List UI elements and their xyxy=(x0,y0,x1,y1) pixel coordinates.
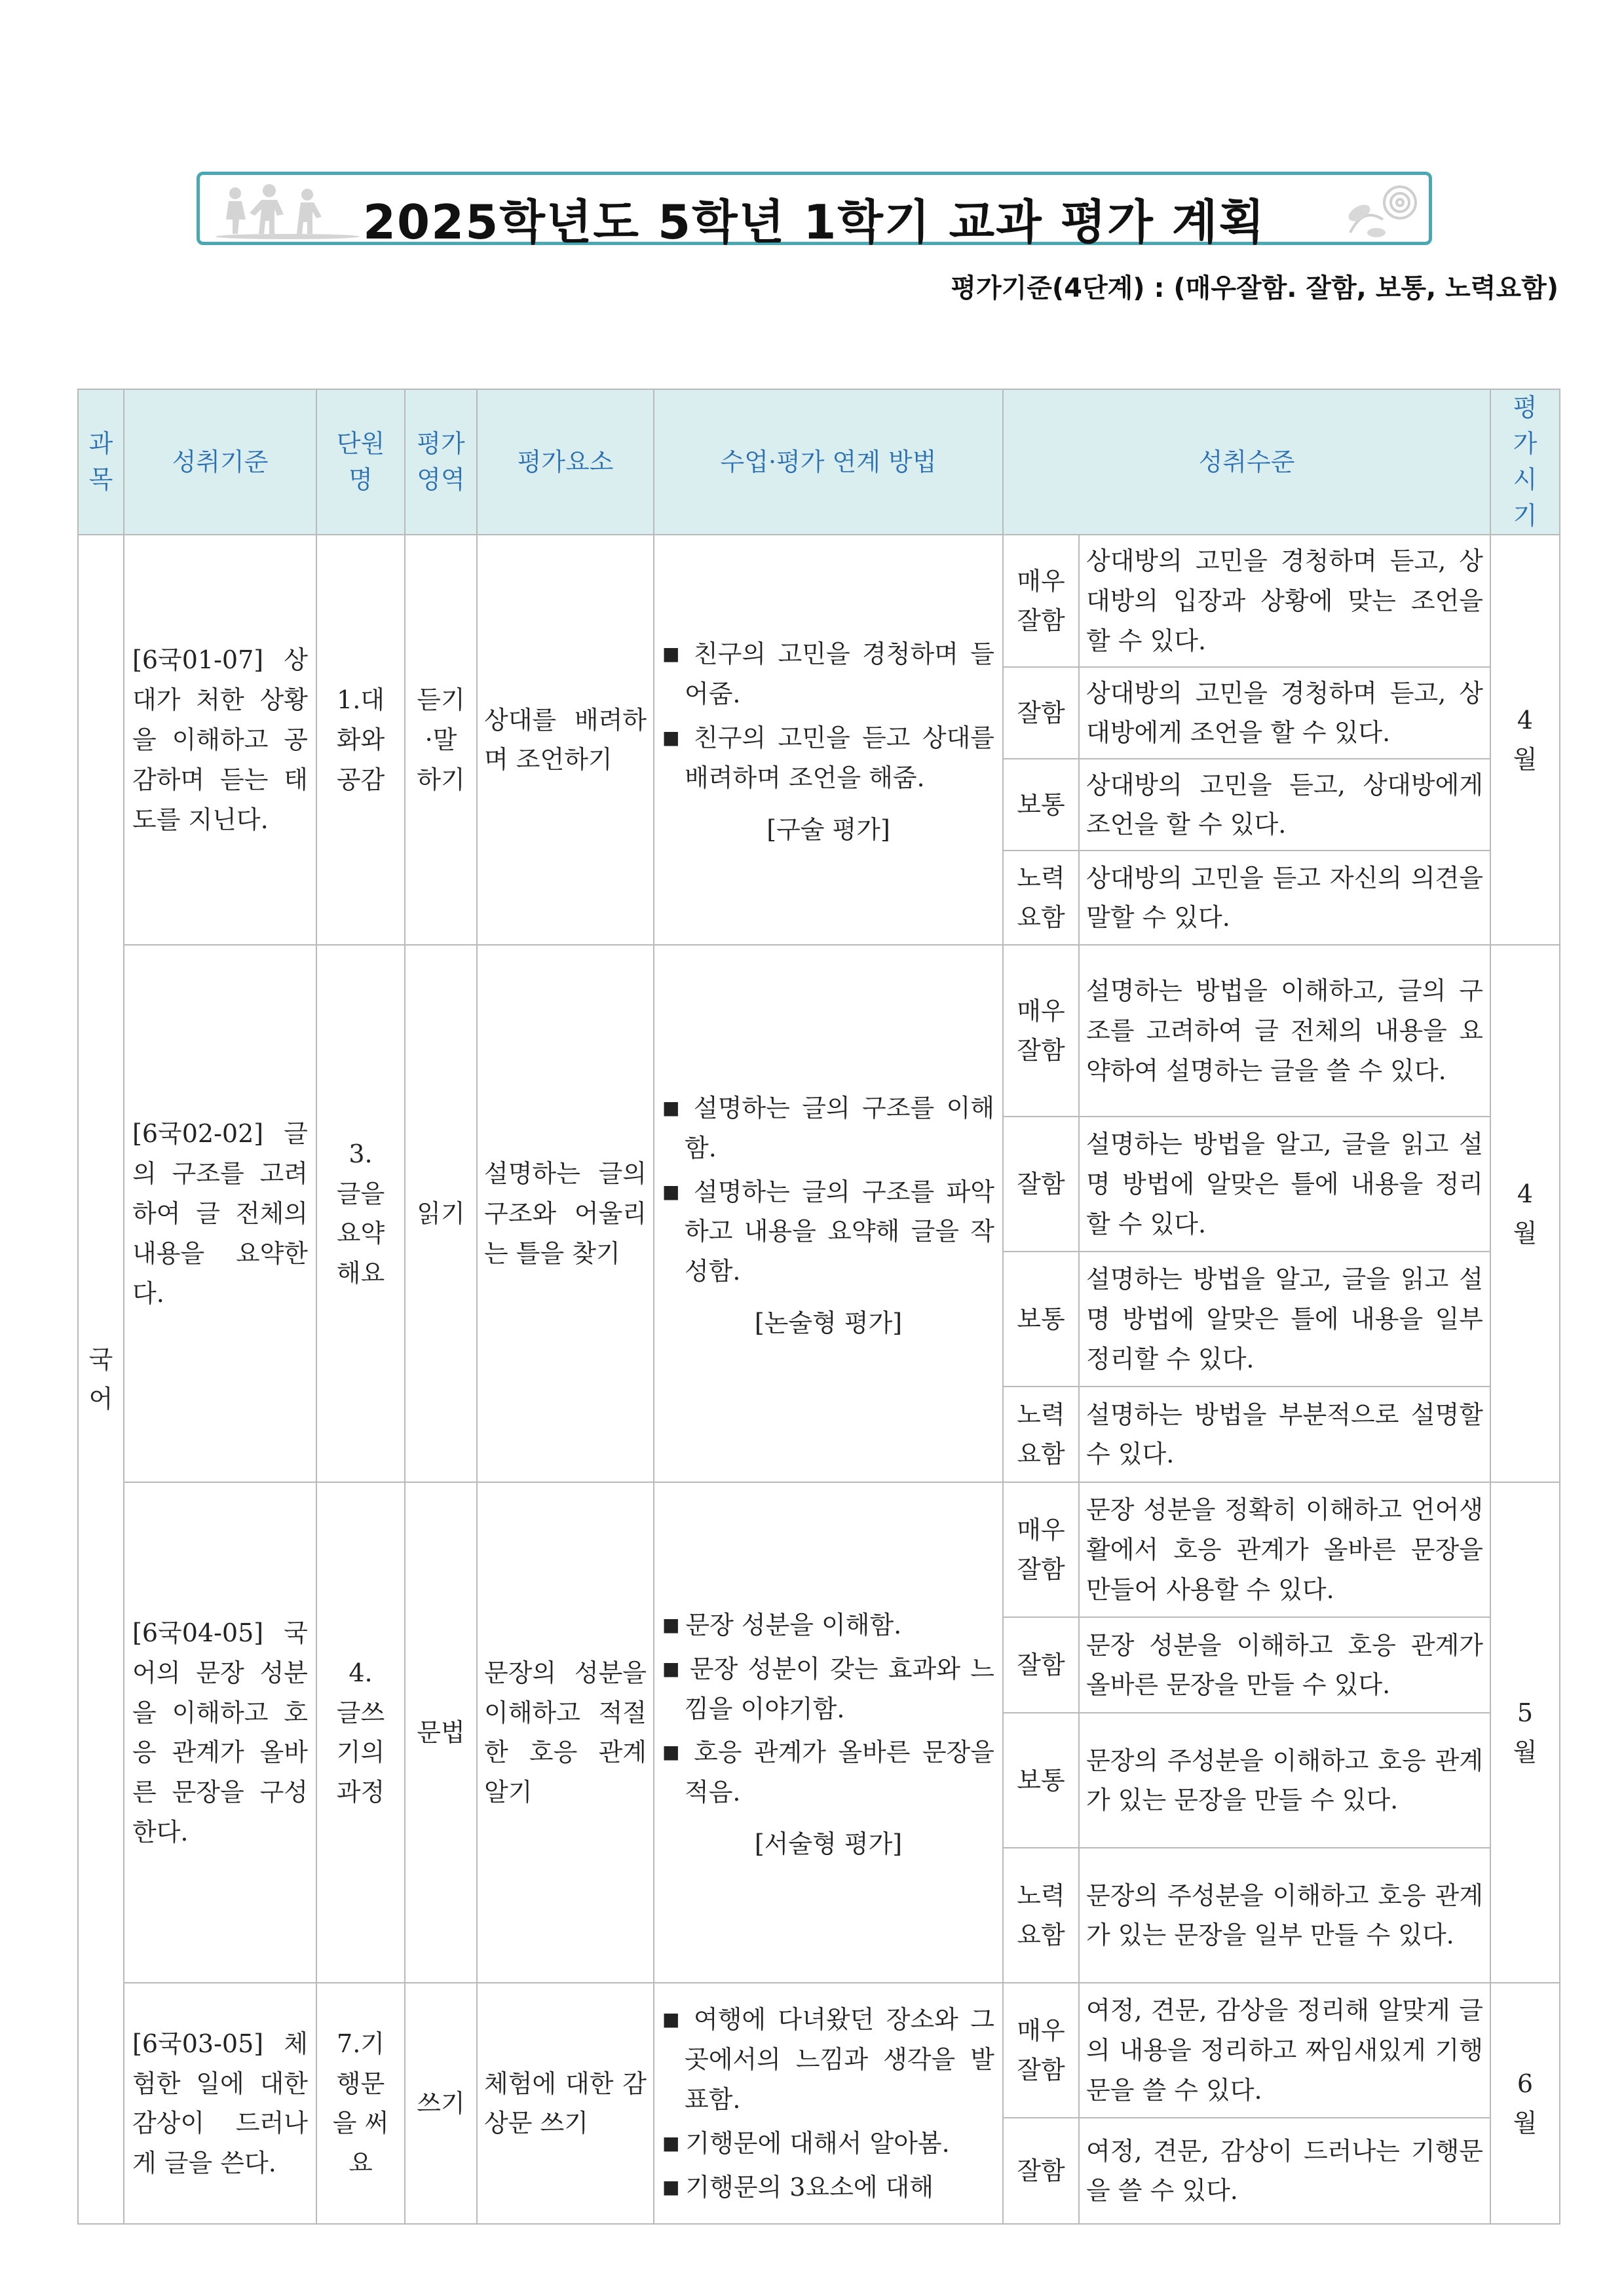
method-cell xyxy=(654,945,1003,1482)
method-item: ■ 설명하는 글의 구조를 이해함. xyxy=(662,1088,994,1168)
method-cell xyxy=(654,1983,1003,2224)
time-cell xyxy=(1490,1983,1560,2224)
level-desc: 문장의 주성분을 이해하고 호응 관계가 있는 문장을 일부 만들 수 있다. xyxy=(1079,1848,1490,1983)
level-name: 보통 xyxy=(1003,1252,1079,1387)
page-title: 2025학년도 5학년 1학기 교과 평가 계획 xyxy=(362,195,1266,250)
method-item: ■ 문장 성분을 이해함. xyxy=(662,1605,994,1645)
method-cell xyxy=(654,1482,1003,1983)
header-level: 성취수준 xyxy=(1003,389,1490,535)
level-desc: 설명하는 방법을 이해하고, 글의 구조를 고려하여 글 전체의 내용을 요약하여 설명하는 글을 쓸 수 있다. xyxy=(1079,945,1490,1117)
table-row xyxy=(78,945,1560,1117)
time-cell xyxy=(1490,535,1560,945)
standard-cell: [6국01-07] 상대가 처한 상황을 이해하고 공감하며 듣는 태도를 지닌다. xyxy=(124,535,316,945)
unit-cell: 1.대화와 공감 xyxy=(316,535,405,945)
level-desc: 설명하는 방법을 부분적으로 설명할 수 있다. xyxy=(1079,1387,1490,1482)
level-name: 노력요함 xyxy=(1003,851,1079,945)
level-desc: 상대방의 고민을 경청하며 듣고, 상대방의 입장과 상황에 맞는 조언을 할 수 있다. xyxy=(1079,535,1490,667)
time-label: 4월 xyxy=(1513,705,1538,775)
area-cell: 읽기 xyxy=(405,945,477,1482)
method-item: ■ 설명하는 글의 구조를 파악하고 내용을 요약해 글을 작성함. xyxy=(662,1172,994,1292)
time-label: 4월 xyxy=(1513,1179,1538,1248)
header-standard: 성취기준 xyxy=(124,389,316,535)
area-cell: 듣기·말하기 xyxy=(405,535,477,945)
unit-cell: 7.기행문을 써요 xyxy=(316,1983,405,2224)
level-name: 매우잘함 xyxy=(1003,1482,1079,1617)
header-method: 수업·평가 연계 방법 xyxy=(654,389,1003,535)
level-name: 보통 xyxy=(1003,759,1079,851)
level-desc: 문장의 주성분을 이해하고 호응 관계가 있는 문장을 만들 수 있다. xyxy=(1079,1713,1490,1848)
level-desc: 설명하는 방법을 알고, 글을 읽고 설명 방법에 알맞은 틀에 내용을 정리할 수 있다. xyxy=(1079,1117,1490,1252)
header-subject: 과목 xyxy=(78,389,124,535)
table-row xyxy=(78,535,1560,667)
level-name: 노력요함 xyxy=(1003,1848,1079,1983)
standard-cell: [6국03-05] 체험한 일에 대한 감상이 드러나게 글을 쓴다. xyxy=(124,1983,316,2224)
area-cell: 쓰기 xyxy=(405,1983,477,2224)
time-cell xyxy=(1490,945,1560,1482)
level-name: 잘함 xyxy=(1003,2118,1079,2224)
element-cell: 상대를 배려하며 조언하기 xyxy=(477,535,654,945)
level-name: 매우잘함 xyxy=(1003,535,1079,667)
method-cell xyxy=(654,535,1003,945)
level-desc: 상대방의 고민을 듣고, 상대방에게 조언을 할 수 있다. xyxy=(1079,759,1490,851)
level-name: 잘함 xyxy=(1003,1117,1079,1252)
standard-cell: [6국02-02] 글의 구조를 고려하여 글 전체의 내용을 요약한다. xyxy=(124,945,316,1482)
element-cell: 문장의 성분을 이해하고 적절한 호응 관계 알기 xyxy=(477,1482,654,1983)
method-item: ■ 친구의 고민을 경청하며 들어줌. xyxy=(662,634,994,714)
method-item: ■ 호응 관계가 올바른 문장을 적음. xyxy=(662,1732,994,1812)
title-banner xyxy=(197,172,1432,250)
element-cell: 설명하는 글의 구조와 어울리는 틀을 찾기 xyxy=(477,945,654,1482)
level-desc: 여정, 견문, 감상을 정리해 알맞게 글의 내용을 정리하고 짜임새있게 기행문을 쓸 수 있다. xyxy=(1079,1983,1490,2118)
method-item: ■ 기행문에 대해서 알아봄. xyxy=(662,2124,994,2164)
evaluation-plan-table xyxy=(77,389,1560,2225)
assessment-type: [구술 평가] xyxy=(766,814,890,844)
unit-cell: 4. 글쓰기의 과정 xyxy=(316,1482,405,1983)
header-element: 평가요소 xyxy=(477,389,654,535)
level-desc: 상대방의 고민을 경청하며 듣고, 상대방에게 조언을 할 수 있다. xyxy=(1079,667,1490,759)
method-item: ■ 여행에 다녀왔던 장소와 그곳에서의 느낌과 생각을 발표함. xyxy=(662,2000,994,2119)
level-name: 잘함 xyxy=(1003,667,1079,759)
assessment-type: [서술형 평가] xyxy=(754,1829,903,1858)
area-cell: 문법 xyxy=(405,1482,477,1983)
assessment-type: [논술형 평가] xyxy=(754,1308,903,1337)
header-area: 평가영역 xyxy=(405,389,477,535)
flower-decoration xyxy=(1337,180,1422,240)
method-item: ■ 문장 성분이 갖는 효과와 느낌을 이야기함. xyxy=(662,1649,994,1729)
level-name: 잘함 xyxy=(1003,1617,1079,1713)
header-unit: 단원명 xyxy=(316,389,405,535)
table-row xyxy=(78,1983,1560,2118)
time-label: 6월 xyxy=(1513,2069,1538,2138)
level-desc: 여정, 견문, 감상이 드러나는 기행문을 쓸 수 있다. xyxy=(1079,2118,1490,2224)
method-item: ■ 기행문의 3요소에 대해 xyxy=(662,2168,994,2208)
time-cell xyxy=(1490,1482,1560,1983)
header-time: 평가시기 xyxy=(1490,389,1560,535)
level-name: 매우잘함 xyxy=(1003,945,1079,1117)
level-desc: 문장 성분을 정확히 이해하고 언어생활에서 호응 관계가 올바른 문장을 만들어 사용할 수 있다. xyxy=(1079,1482,1490,1617)
element-cell: 체험에 대한 감상문 쓰기 xyxy=(477,1983,654,2224)
table-header-row xyxy=(78,389,1560,535)
level-desc: 문장 성분을 이해하고 호응 관계가 올바른 문장을 만들 수 있다. xyxy=(1079,1617,1490,1713)
method-item: ■ 친구의 고민을 듣고 상대를 배려하며 조언을 해줌. xyxy=(662,718,994,798)
unit-cell: 3. 글을 요약해요 xyxy=(316,945,405,1482)
level-desc: 상대방의 고민을 듣고 자신의 의견을 말할 수 있다. xyxy=(1079,851,1490,945)
level-name: 매우잘함 xyxy=(1003,1983,1079,2118)
level-name: 노력요함 xyxy=(1003,1387,1079,1482)
level-name: 보통 xyxy=(1003,1713,1079,1848)
time-label: 5월 xyxy=(1513,1698,1538,1767)
table-row xyxy=(78,1482,1560,1617)
evaluation-criteria: 평가기준(4단계) : (매우잘함. 잘함, 보통, 노력요함) xyxy=(951,273,1558,303)
subject-cell xyxy=(78,535,124,2224)
level-desc: 설명하는 방법을 알고, 글을 읽고 설명 방법에 알맞은 틀에 내용을 일부 정리할 수 있다. xyxy=(1079,1252,1490,1387)
standard-cell: [6국04-05] 국어의 문장 성분을 이해하고 호응 관계가 올바른 문장을 구성한다. xyxy=(124,1482,316,1983)
subject-label: 국어 xyxy=(88,1345,113,1414)
